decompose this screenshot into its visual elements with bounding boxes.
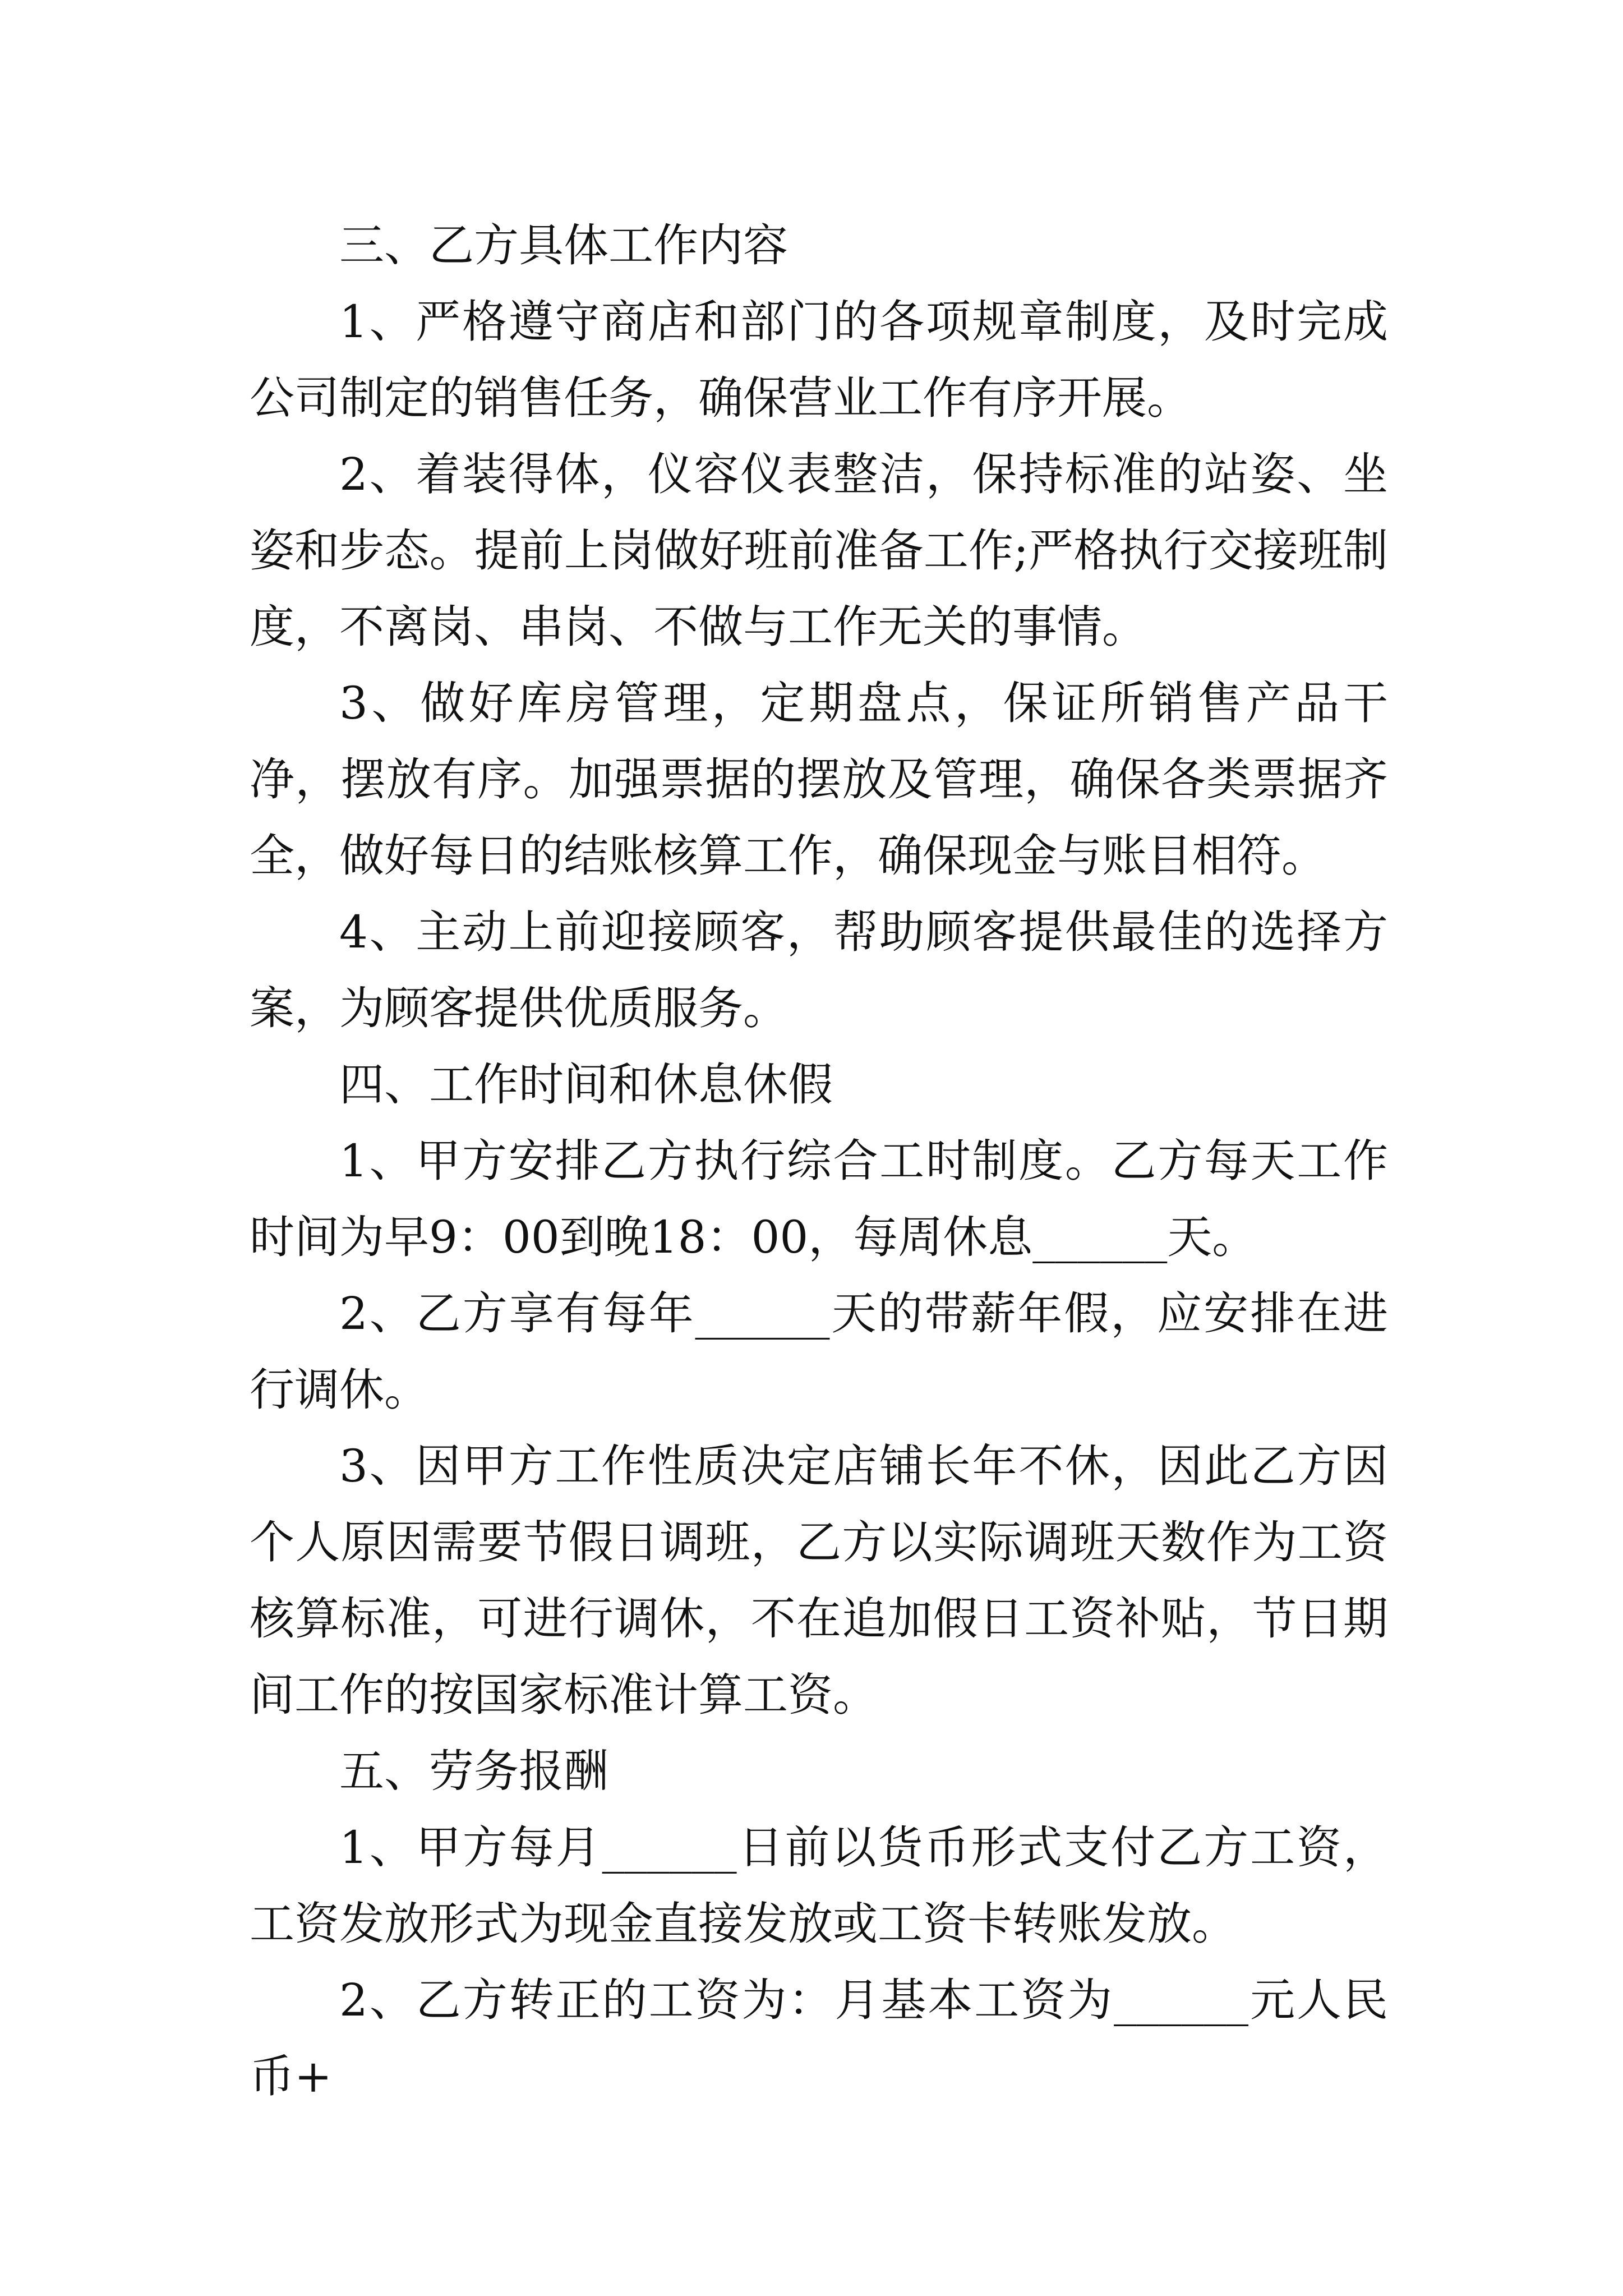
paragraph-5-2: 2、乙方转正的工资为：月基本工资为______元人民币+ (250, 1974, 1388, 2102)
paragraph-3-2: 2、着装得体，仪容仪表整洁，保持标准的站姿、坐姿和步态。提前上岗做好班前准备工作;严格执行交接班制度，不离岗、串岗、不做与工作无关的事情。 (250, 448, 1388, 653)
paragraph-5-1: 1、甲方每月______日前以货币形式支付乙方工资，工资发放形式为现金直接发放或工资卡转账发放。 (250, 1821, 1388, 1950)
document-body (250, 208, 1388, 2115)
section-heading-4: 四、工作时间和休息休假 (339, 1059, 833, 1111)
paragraph-4-3: 3、因甲方工作性质决定店铺长年不休，因此乙方因个人原因需要节假日调班，乙方以实际调班天数作为工资核算标准，可进行调休，不在追加假日工资补贴，节日期间工作的按国家标准计算工资。 (250, 1440, 1388, 1721)
paragraph-3-3: 3、做好库房管理，定期盘点，保证所销售产品干净，摆放有序。加强票据的摆放及管理，确保各类票据齐全，做好每日的结账核算工作，确保现金与账目相符。 (250, 677, 1388, 882)
paragraph-3-4: 4、主动上前迎接顾客，帮助顾客提供最佳的选择方案，为顾客提供优质服务。 (250, 906, 1388, 1034)
section-heading-3: 三、乙方具体工作内容 (339, 219, 788, 272)
paragraph-4-1: 1、甲方安排乙方执行综合工时制度。乙方每天工作时间为早9：00到晚18：00，每周休息______天。 (250, 1135, 1388, 1263)
paragraph-3-1: 1、严格遵守商店和部门的各项规章制度，及时完成公司制定的销售任务，确保营业工作有序开展。 (250, 296, 1388, 424)
paragraph-4-2: 2、乙方享有每年______天的带薪年假，应安排在进行调休。 (250, 1287, 1388, 1416)
section-heading-5: 五、劳务报酬 (339, 1745, 608, 1797)
